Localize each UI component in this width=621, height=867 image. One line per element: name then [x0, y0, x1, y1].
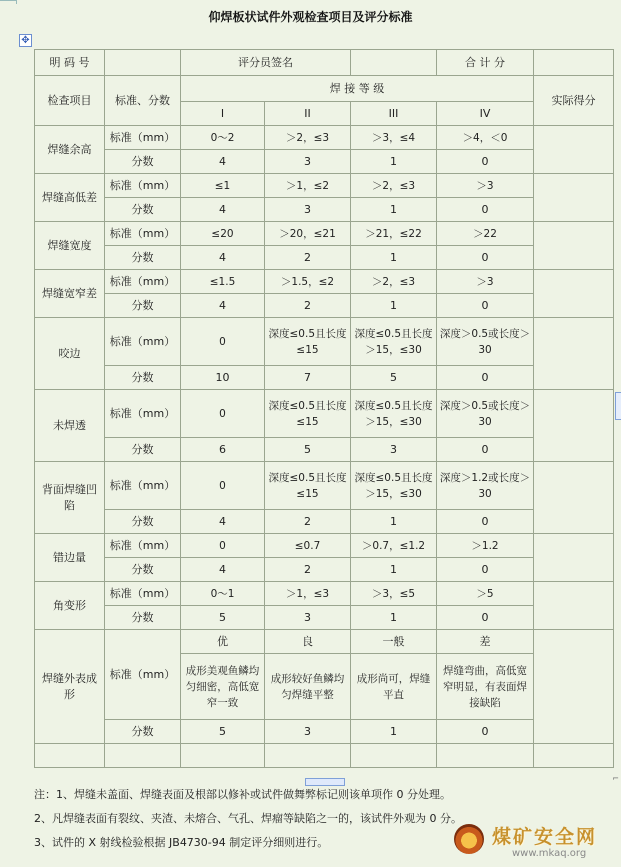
standard-cell: ＞5 [437, 582, 534, 606]
score-cell: 4 [181, 246, 265, 270]
score-cell: 0 [437, 294, 534, 318]
score-cell: 3 [265, 606, 351, 630]
standard-cell: ＞3 [437, 174, 534, 198]
watermark [452, 820, 618, 864]
standard-cell: 深度＞1.2或长度＞30 [437, 462, 534, 510]
watermark-name: 煤矿安全网 [492, 826, 598, 848]
table-row [35, 630, 614, 654]
standard-cell: 深度≤0.5且长度≤15 [265, 462, 351, 510]
score-label: 分数 [105, 198, 181, 222]
score-label: 分数 [105, 720, 181, 744]
score-cell: 0 [437, 246, 534, 270]
standard-cell: ＞3，≤5 [351, 582, 437, 606]
grade-2: II [265, 102, 351, 126]
score-cell: 3 [265, 720, 351, 744]
grade-4: IV [437, 102, 534, 126]
check-item: 焊缝余高 [35, 126, 105, 174]
score-cell: 4 [181, 198, 265, 222]
actual-score-cell[interactable] [534, 582, 614, 630]
grade-1: I [181, 102, 265, 126]
score-cell: 6 [181, 438, 265, 462]
check-item: 咬边 [35, 318, 105, 390]
score-label: 分数 [105, 150, 181, 174]
actual-score-cell[interactable] [534, 222, 614, 270]
table-row [35, 510, 614, 534]
table-row [35, 462, 614, 510]
check-item: 角变形 [35, 582, 105, 630]
standard-cell: 焊缝弯曲，高低宽窄明显，有表面焊接缺陷 [437, 654, 534, 720]
page-corner-mark [0, 0, 17, 4]
standard-cell: 深度＞0.5或长度＞30 [437, 390, 534, 438]
empty-cell[interactable] [265, 744, 351, 768]
score-cell: 2 [265, 558, 351, 582]
site-logo-icon [454, 824, 484, 854]
score-label: 分数 [105, 606, 181, 630]
standard-cell: ＞1，≤3 [265, 582, 351, 606]
standard-cell: 0～1 [181, 582, 265, 606]
score-cell: 1 [351, 294, 437, 318]
note-1: 注：1、焊缝未盖面、焊缝表面及根部以修补或试件做舞弊标记则该单项作 0 分处理。 [34, 788, 451, 801]
grade-3: III [351, 102, 437, 126]
table-row [35, 246, 614, 270]
standard-cell: 深度≤0.5且长度＞15，≤30 [351, 462, 437, 510]
score-cell: 1 [351, 246, 437, 270]
actual-score-cell[interactable] [534, 318, 614, 390]
standard-cell: ＞3，≤4 [351, 126, 437, 150]
score-cell: 4 [181, 150, 265, 174]
row-insert-handle[interactable] [305, 778, 345, 786]
note-3: 3、试件的 X 射线检验根据 JB4730-94 制定评分细则进行。 [34, 836, 329, 849]
standard-cell: ＞1，≤2 [265, 174, 351, 198]
table-row [35, 558, 614, 582]
score-cell: 1 [351, 510, 437, 534]
table-row [35, 174, 614, 198]
appearance-grade: 优 [181, 630, 265, 654]
standard-cell: ＞0.7，≤1.2 [351, 534, 437, 558]
empty-cell[interactable] [105, 744, 181, 768]
appearance-grade: 良 [265, 630, 351, 654]
standard-cell: 深度≤0.5且长度≤15 [265, 318, 351, 366]
standard-cell: ≤0.7 [265, 534, 351, 558]
standard-label: 标准（mm） [105, 630, 181, 720]
empty-cell[interactable] [35, 744, 105, 768]
standard-cell: 0 [181, 534, 265, 558]
item-label: 检查项目 [35, 76, 105, 126]
standard-cell: ＞2，≤3 [265, 126, 351, 150]
score-cell: 0 [437, 366, 534, 390]
score-cell: 5 [181, 720, 265, 744]
standard-cell: ≤1.5 [181, 270, 265, 294]
score-cell: 2 [265, 510, 351, 534]
std-score-label: 标准、分数 [105, 76, 181, 126]
standard-cell: ＞1.5，≤2 [265, 270, 351, 294]
standard-cell: ＞2，≤3 [351, 174, 437, 198]
standard-cell: ≤1 [181, 174, 265, 198]
score-cell: 1 [351, 606, 437, 630]
standard-cell: 0 [181, 462, 265, 510]
standard-label: 标准（mm） [105, 318, 181, 366]
check-item: 焊缝外表成形 [35, 630, 105, 744]
inspection-table [34, 49, 614, 768]
standard-cell: 深度＞0.5或长度＞30 [437, 318, 534, 366]
score-cell: 1 [351, 558, 437, 582]
standard-cell: 深度≤0.5且长度≤15 [265, 390, 351, 438]
header-row-1 [35, 50, 614, 76]
score-cell: 1 [351, 150, 437, 174]
score-label: 分数 [105, 558, 181, 582]
standard-cell: 深度≤0.5且长度＞15，≤30 [351, 318, 437, 366]
score-cell: 0 [437, 558, 534, 582]
table-row [35, 366, 614, 390]
score-cell: 4 [181, 558, 265, 582]
check-item: 未焊透 [35, 390, 105, 462]
table-row [35, 606, 614, 630]
actual-score-label: 实际得分 [534, 76, 614, 126]
standard-label: 标准（mm） [105, 462, 181, 510]
table-row [35, 294, 614, 318]
total-label: 合 计 分 [437, 50, 534, 76]
empty-cell[interactable] [534, 744, 614, 768]
signature-value[interactable] [351, 50, 437, 76]
empty-cell[interactable] [437, 744, 534, 768]
standard-cell: ≤20 [181, 222, 265, 246]
standard-cell: ＞2，≤3 [351, 270, 437, 294]
standard-cell: ＞20，≤21 [265, 222, 351, 246]
standard-label: 标准（mm） [105, 222, 181, 246]
actual-score-cell[interactable] [534, 390, 614, 462]
standard-cell: ＞22 [437, 222, 534, 246]
score-cell: 2 [265, 294, 351, 318]
actual-score-cell[interactable] [534, 534, 614, 582]
table-row [35, 720, 614, 744]
standard-label: 标准（mm） [105, 582, 181, 606]
code-label: 明 码 号 [35, 50, 105, 76]
appearance-grade: 差 [437, 630, 534, 654]
grade-label: 焊 接 等 级 [181, 76, 534, 102]
score-cell: 5 [265, 438, 351, 462]
table-row [35, 534, 614, 558]
standard-cell: 成形尚可，焊缝平直 [351, 654, 437, 720]
score-cell: 3 [351, 438, 437, 462]
score-label: 分数 [105, 366, 181, 390]
actual-score-cell[interactable] [534, 126, 614, 174]
standard-cell: ＞1.2 [437, 534, 534, 558]
score-cell: 2 [265, 246, 351, 270]
resize-corner-icon[interactable]: ⌐ [612, 774, 619, 783]
score-cell: 5 [351, 366, 437, 390]
score-cell: 4 [181, 294, 265, 318]
table-row [35, 582, 614, 606]
actual-score-cell[interactable] [534, 462, 614, 534]
signature-label: 评分员签名 [181, 50, 351, 76]
score-cell: 7 [265, 366, 351, 390]
standard-cell: 0 [181, 318, 265, 366]
code-value[interactable] [105, 50, 181, 76]
actual-score-cell[interactable] [534, 174, 614, 222]
score-cell: 0 [437, 150, 534, 174]
table-resize-handle[interactable] [615, 392, 621, 420]
empty-row [35, 744, 614, 768]
empty-cell[interactable] [181, 744, 265, 768]
standard-label: 标准（mm） [105, 270, 181, 294]
watermark-url: www.mkaq.org [512, 848, 587, 859]
score-cell: 10 [181, 366, 265, 390]
check-item: 焊缝宽度 [35, 222, 105, 270]
appearance-grade: 一般 [351, 630, 437, 654]
header-row-2 [35, 76, 614, 102]
score-cell: 4 [181, 510, 265, 534]
score-label: 分数 [105, 438, 181, 462]
check-item: 背面焊缝凹陷 [35, 462, 105, 534]
standard-cell: ＞4，＜0 [437, 126, 534, 150]
table-row [35, 318, 614, 366]
standard-cell: 成形美观鱼鳞均匀细密，高低宽窄一致 [181, 654, 265, 720]
table-row [35, 222, 614, 246]
score-cell: 0 [437, 720, 534, 744]
note-2: 2、凡焊缝表面有裂纹、夹渣、未熔合、气孔、焊瘤等缺陷之一的，该试件外观为 0 分。 [34, 812, 462, 825]
standard-label: 标准（mm） [105, 126, 181, 150]
total-value[interactable] [534, 50, 614, 76]
table-row [35, 198, 614, 222]
standard-label: 标准（mm） [105, 174, 181, 198]
score-cell: 5 [181, 606, 265, 630]
standard-cell: 深度≤0.5且长度＞15，≤30 [351, 390, 437, 438]
score-cell: 1 [351, 720, 437, 744]
actual-score-cell[interactable] [534, 630, 614, 744]
score-cell: 0 [437, 606, 534, 630]
score-label: 分数 [105, 294, 181, 318]
table-row [35, 150, 614, 174]
check-item: 焊缝高低差 [35, 174, 105, 222]
table-row [35, 438, 614, 462]
score-label: 分数 [105, 510, 181, 534]
score-cell: 3 [265, 198, 351, 222]
score-label: 分数 [105, 246, 181, 270]
table-row [35, 126, 614, 150]
standard-cell: ＞21，≤22 [351, 222, 437, 246]
standard-cell: ＞3 [437, 270, 534, 294]
empty-cell[interactable] [351, 744, 437, 768]
table-row [35, 270, 614, 294]
score-cell: 0 [437, 438, 534, 462]
standard-label: 标准（mm） [105, 534, 181, 558]
score-cell: 3 [265, 150, 351, 174]
actual-score-cell[interactable] [534, 270, 614, 318]
standard-cell: 成形较好鱼鳞均匀焊缝平整 [265, 654, 351, 720]
score-cell: 0 [437, 510, 534, 534]
score-cell: 1 [351, 198, 437, 222]
table-row [35, 390, 614, 438]
score-cell: 0 [437, 198, 534, 222]
move-table-icon[interactable]: ✥ [19, 34, 32, 47]
standard-cell: 0～2 [181, 126, 265, 150]
standard-cell: 0 [181, 390, 265, 438]
check-item: 错边量 [35, 534, 105, 582]
page-title: 仰焊板状试件外观检查项目及评分标准 [208, 10, 413, 24]
check-item: 焊缝宽窄差 [35, 270, 105, 318]
standard-label: 标准（mm） [105, 390, 181, 438]
